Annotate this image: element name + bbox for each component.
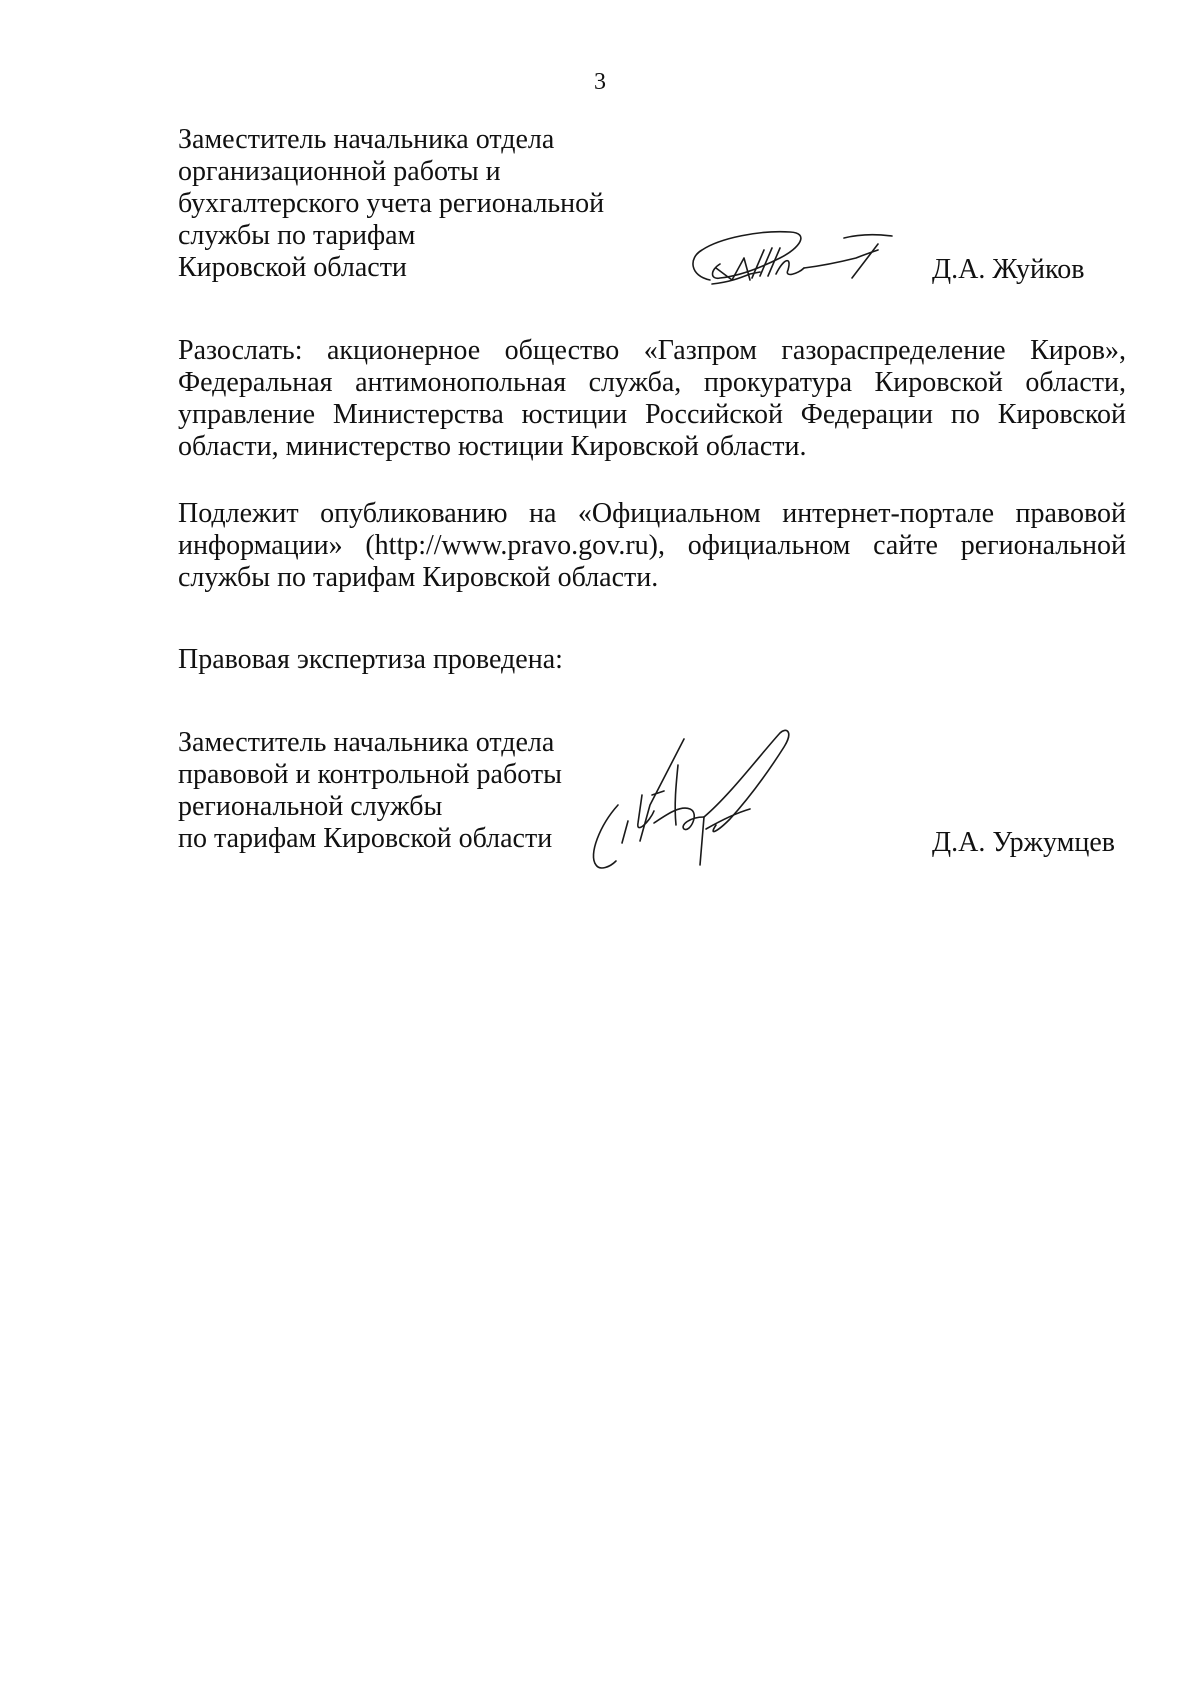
signatory-2-name: Д.А. Уржумцев: [932, 827, 1116, 858]
signatory-2-signature: [580, 725, 840, 875]
legal-review-text: Правовая экспертиза проведена:: [178, 644, 563, 675]
signatory-2-title: [178, 727, 618, 855]
signatory-2-title-line: Заместитель начальника отдела: [178, 727, 555, 758]
signatory-1-title-line: организационной работы и: [178, 156, 501, 187]
page-number: 3: [594, 69, 606, 95]
signatory-1-title-line: бухгалтерского учета региональной: [178, 188, 605, 219]
signatory-2-title-line: по тарифам Кировской области: [178, 823, 553, 854]
signatory-1-title: [178, 124, 618, 284]
signatory-2-title-line: региональной службы: [178, 791, 443, 822]
signatory-1-title-line: службы по тарифам: [178, 220, 416, 251]
signatory-1-signature: [680, 218, 940, 304]
signatory-1-title-line: Кировской области: [178, 252, 407, 283]
signatory-1-title-line: Заместитель начальника отдела: [178, 124, 555, 155]
signatory-2-title-line: правовой и контрольной работы: [178, 759, 562, 790]
signatory-1-name: Д.А. Жуйков: [932, 254, 1085, 285]
distribution-paragraph: Разослать: акционерное общество «Газпром газораспределение Киров», Федеральная антимонопольная служба, прокуратура Кировской области, управление Министерства юстиции Российской Федерации по Кировской области, министерство юстиции Кировской области.: [178, 335, 1126, 462]
publication-paragraph: Подлежит опубликованию на «Официальном интернет-портале правовой информации» (http://www.pravo.gov.ru), официальном сайте региональной службы по тарифам Кировской области.: [178, 498, 1126, 593]
